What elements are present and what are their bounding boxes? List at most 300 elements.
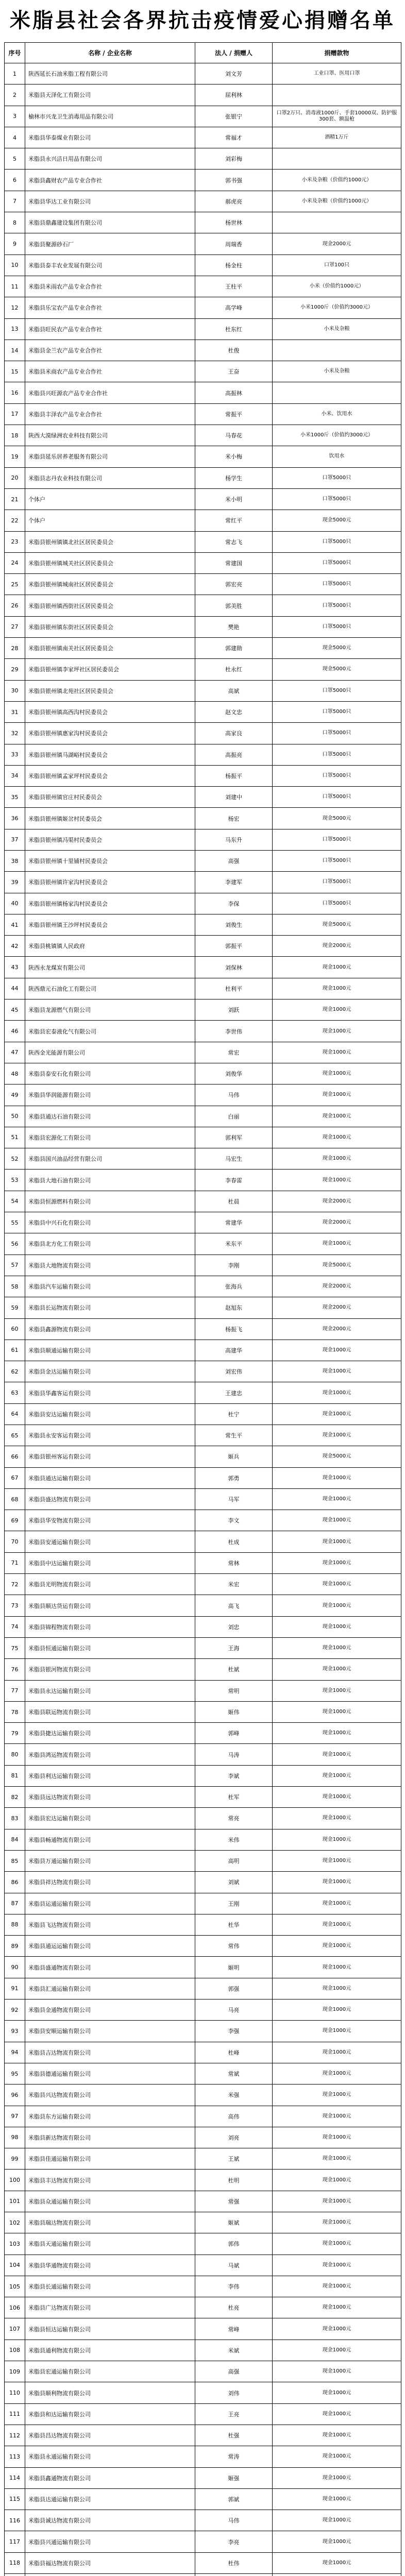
row-content: 口罩5000只	[273, 488, 401, 510]
row-content: 现金1000元	[273, 2042, 401, 2063]
table-row	[5, 2170, 401, 2191]
row-name: 米脂县华达工业有限公司	[25, 191, 195, 212]
table-row	[5, 2297, 401, 2318]
row-number: 56	[5, 1233, 25, 1255]
row-number: 42	[5, 936, 25, 957]
table-row	[5, 1957, 401, 1978]
row-number: 48	[5, 1063, 25, 1084]
row-person: 刘俊生	[195, 914, 273, 935]
row-name: 米脂县鼎鑫建设集团有限公司	[25, 212, 195, 233]
row-number: 39	[5, 872, 25, 893]
row-name: 米脂县银州镇城南社区居民委员会	[25, 574, 195, 595]
table-row	[5, 1361, 401, 1382]
row-name: 米脂县盛通物流有限公司	[25, 1957, 195, 1978]
row-content: 现金5000元	[273, 1446, 401, 1467]
row-content: 口罩5000只	[273, 680, 401, 701]
row-content: 现金1000元	[273, 2552, 401, 2573]
row-person: 杨宏	[195, 808, 273, 829]
row-number: 68	[5, 1488, 25, 1510]
row-content: 口罩5000只	[273, 787, 401, 808]
row-person: 高强	[195, 2361, 273, 2382]
table-row	[5, 212, 401, 233]
table-row	[5, 638, 401, 659]
row-name: 米脂县安达运输有限公司	[25, 1403, 195, 1425]
row-person: 杨金柱	[195, 255, 273, 276]
table-row	[5, 1808, 401, 1829]
row-person: 米宏	[195, 1574, 273, 1595]
row-number: 85	[5, 1850, 25, 1871]
row-content: 口罩5000只	[273, 552, 401, 573]
row-content	[273, 382, 401, 403]
row-name: 米脂县银州镇城关社区居民委员会	[25, 552, 195, 573]
row-number: 92	[5, 1999, 25, 2021]
row-name: 米脂县长运物流有限公司	[25, 1297, 195, 1318]
table-row	[5, 340, 401, 361]
row-content: 现金2000元	[273, 1212, 401, 1233]
row-name: 米脂县银州镇官庄村民委员会	[25, 787, 195, 808]
row-content: 酒精1万斤	[273, 127, 401, 148]
row-content: 现金1000元	[273, 1914, 401, 1935]
row-person: 常峰	[195, 2318, 273, 2340]
row-person: 杜亮	[195, 2297, 273, 2318]
row-content: 小米（价值约1000元）	[273, 276, 401, 297]
row-number: 110	[5, 2382, 25, 2403]
table-row	[5, 1552, 401, 1573]
row-name: 米脂县银州镇王沙坪村民委员会	[25, 914, 195, 935]
row-name: 米脂县运通运输有限公司	[25, 1893, 195, 1914]
row-person: 郭强	[195, 1978, 273, 1999]
row-content: 现金1000元	[273, 1574, 401, 1595]
row-person: 郭建勋	[195, 638, 273, 659]
row-content: 现金2000元	[273, 1191, 401, 1212]
row-content: 口罩5000只	[273, 765, 401, 786]
row-content: 现金2000元	[273, 233, 401, 255]
table-row	[5, 2382, 401, 2403]
row-content: 现金1000元	[273, 2191, 401, 2212]
row-content: 现金1000元	[273, 2425, 401, 2446]
row-number: 13	[5, 318, 25, 340]
row-name: 米脂县米雨农产品专业合作社	[25, 276, 195, 297]
row-content: 现金1000元	[273, 2276, 401, 2297]
row-name: 米脂县远达物流有限公司	[25, 1787, 195, 1808]
table-row	[5, 467, 401, 488]
row-person: 米小梅	[195, 446, 273, 467]
row-number: 101	[5, 2191, 25, 2212]
row-content: 现金1000元	[273, 1893, 401, 1914]
row-name: 陕西大漠绿洲农业科技有限公司	[25, 425, 195, 446]
table-row	[5, 1382, 401, 1403]
row-content: 现金1000元	[273, 1957, 401, 1978]
row-number: 112	[5, 2425, 25, 2446]
table-row	[5, 850, 401, 871]
row-content: 现金1000元	[273, 2531, 401, 2552]
row-number: 50	[5, 1106, 25, 1127]
row-content: 现金1000元	[273, 1936, 401, 1957]
row-number: 82	[5, 1787, 25, 1808]
table-row	[5, 1446, 401, 1467]
row-person: 马宏生	[195, 1148, 273, 1170]
row-number: 21	[5, 488, 25, 510]
row-name: 米脂县畅通物流有限公司	[25, 1829, 195, 1850]
row-name: 米脂县宏通运输有限公司	[25, 2361, 195, 2382]
row-person: 高伟	[195, 2106, 273, 2127]
page-title: 米脂县社会各界抗击疫情爱心捐赠名单	[10, 9, 395, 32]
row-number: 94	[5, 2042, 25, 2063]
row-name: 米脂县金通物流有限公司	[25, 1999, 195, 2021]
row-name: 米脂县吉达物流有限公司	[25, 2042, 195, 2063]
row-name: 米脂县延乐居养老服务有限公司	[25, 446, 195, 467]
row-person: 樊艳	[195, 616, 273, 637]
row-name: 米脂县万通运输有限公司	[25, 1850, 195, 1871]
row-person: 郭书强	[195, 170, 273, 191]
table-row	[5, 276, 401, 297]
row-name: 米脂县通达运输有限公司	[25, 1467, 195, 1488]
row-number: 19	[5, 446, 25, 467]
table-row	[5, 1425, 401, 1446]
table-row	[5, 488, 401, 510]
row-content: 现金1000元	[273, 1510, 401, 1531]
row-number: 32	[5, 723, 25, 744]
row-person: 常林	[195, 1552, 273, 1573]
row-number: 76	[5, 1659, 25, 1680]
row-name: 米脂县银州镇西街社区居民委员会	[25, 595, 195, 616]
row-content: 现金1000元	[273, 2361, 401, 2382]
table-row	[5, 1723, 401, 1744]
row-person: 杜成	[195, 1531, 273, 1552]
row-content: 现金5000元	[273, 808, 401, 829]
table-row	[5, 2127, 401, 2148]
row-content: 现金1000元	[273, 2446, 401, 2467]
table-row	[5, 2340, 401, 2361]
row-content: 口罩5000只	[273, 574, 401, 595]
row-name: 米脂县通达石油有限公司	[25, 1106, 195, 1127]
row-content: 现金1000元	[273, 1063, 401, 1084]
row-number: 6	[5, 170, 25, 191]
header-content: 捐赠款物	[273, 43, 401, 63]
row-name: 米脂县广达物流有限公司	[25, 2297, 195, 2318]
row-name: 米脂县华润能源有限公司	[25, 1084, 195, 1106]
table-row	[5, 1787, 401, 1808]
table-row	[5, 2425, 401, 2446]
table-row	[5, 2106, 401, 2127]
row-name: 米脂县鑫通物流有限公司	[25, 2467, 195, 2488]
row-person: 马涛	[195, 1744, 273, 1765]
table-row	[5, 999, 401, 1021]
table-row	[5, 2574, 401, 2576]
row-person: 郭峰	[195, 1723, 273, 1744]
row-person: 杜俊	[195, 340, 273, 361]
row-name: 米脂县天泽化工有限公司	[25, 84, 195, 106]
row-person: 李文	[195, 1510, 273, 1531]
row-content: 现金1000元	[273, 1233, 401, 1255]
row-person: 马伟	[195, 2510, 273, 2531]
row-content: 现金1000元	[273, 1808, 401, 1829]
row-content: 现金1000元	[273, 2084, 401, 2106]
row-content: 小米及杂粮（价值约1000元）	[273, 191, 401, 212]
table-row	[5, 595, 401, 616]
row-number: 25	[5, 574, 25, 595]
row-person: 杨振飞	[195, 1318, 273, 1340]
table-row	[5, 318, 401, 340]
row-content: 现金1000元	[273, 1382, 401, 1403]
row-number: 118	[5, 2552, 25, 2573]
table-row	[5, 106, 401, 127]
table-row	[5, 2233, 401, 2255]
row-person: 王亮	[195, 2403, 273, 2425]
row-number: 77	[5, 1680, 25, 1701]
row-number: 106	[5, 2297, 25, 2318]
row-person: 郝虎亮	[195, 191, 273, 212]
row-name: 米脂县光明物流有限公司	[25, 1574, 195, 1595]
row-number: 60	[5, 1318, 25, 1340]
row-content: 现金1000元	[273, 1829, 401, 1850]
row-number: 40	[5, 893, 25, 914]
table-row	[5, 403, 401, 425]
row-number: 95	[5, 2063, 25, 2084]
row-content: 现金1000元	[273, 2467, 401, 2488]
row-person: 王奋	[195, 361, 273, 382]
row-number: 61	[5, 1340, 25, 1361]
row-content: 现金1000元	[273, 1765, 401, 1786]
table-row	[5, 616, 401, 637]
row-number: 57	[5, 1255, 25, 1276]
row-number: 11	[5, 276, 25, 297]
row-person: 高飞	[195, 1595, 273, 1616]
table-row	[5, 1850, 401, 1871]
row-name: 米脂县银州镇李家坪社区居民委员会	[25, 659, 195, 680]
row-name: 米脂县安顺运输有限公司	[25, 2021, 195, 2042]
row-number: 47	[5, 1042, 25, 1063]
row-number: 75	[5, 1637, 25, 1658]
row-name: 米脂县瑞达物流有限公司	[25, 2212, 195, 2233]
row-name: 米脂县福达物流有限公司	[25, 2552, 195, 2573]
row-content: 现金1000元	[273, 1723, 401, 1744]
row-person: 马军	[195, 1488, 273, 1510]
row-content: 现金1000元	[273, 1872, 401, 1893]
donation-table	[4, 42, 401, 2576]
row-number: 7	[5, 191, 25, 212]
row-content: 现金1000元	[273, 1531, 401, 1552]
row-number: 83	[5, 1808, 25, 1829]
row-name: 米脂县志丹农业科技有限公司	[25, 467, 195, 488]
row-person: 杨学生	[195, 467, 273, 488]
row-name: 米脂县新达物流有限公司	[25, 2127, 195, 2148]
row-content: 工业口罩、医用口罩	[273, 63, 401, 84]
row-number: 108	[5, 2340, 25, 2361]
row-name: 米脂县利达运输有限公司	[25, 1765, 195, 1786]
row-content	[273, 2574, 401, 2576]
table-row	[5, 893, 401, 914]
row-person: 高明	[195, 1850, 273, 1871]
row-person: 米小明	[195, 488, 273, 510]
row-name: 米脂县鑫源物流有限公司	[25, 1318, 195, 1340]
row-number: 115	[5, 2488, 25, 2510]
row-number: 84	[5, 1829, 25, 1850]
row-name: 米脂县银州镇东街社区居民委员会	[25, 616, 195, 637]
row-number: 2	[5, 84, 25, 106]
row-name: 米脂县银州镇马湖峪村民委员会	[25, 744, 195, 765]
row-content: 小米1000斤（价值约3000元）	[273, 425, 401, 446]
row-person: 杜强	[195, 2425, 273, 2446]
row-content: 口罩2万只、消毒液1000斤、手套10000双、防护服300套、额温枪	[273, 106, 401, 127]
row-name: 米脂县旺民农产品专业合作社	[25, 318, 195, 340]
row-person: 马春花	[195, 425, 273, 446]
row-name: 米脂县宏源化工有限公司	[25, 1127, 195, 1148]
row-number: 59	[5, 1297, 25, 1318]
row-content: 现金1000元	[273, 1701, 401, 1722]
row-number: 27	[5, 616, 25, 637]
table-row	[5, 978, 401, 999]
row-name: 陕西延长石油米脂工程有限公司	[25, 63, 195, 84]
row-content: 现金1000元	[273, 1616, 401, 1637]
table-row	[5, 2084, 401, 2106]
row-number: 30	[5, 680, 25, 701]
row-person: 李伟	[195, 2276, 273, 2297]
table-row	[5, 1021, 401, 1042]
table-row	[5, 2552, 401, 2573]
row-person: 李世伟	[195, 1021, 273, 1042]
table-row	[5, 701, 401, 722]
row-number: 24	[5, 552, 25, 573]
row-person: 常建华	[195, 1212, 273, 1233]
row-content: 现金1000元	[273, 999, 401, 1021]
row-content: 现金1000元	[273, 2510, 401, 2531]
row-name: 米脂县银州客运有限公司	[25, 1446, 195, 1467]
table-row	[5, 1744, 401, 1765]
row-number: 72	[5, 1574, 25, 1595]
row-number: 35	[5, 787, 25, 808]
row-content: 现金1000元	[273, 1467, 401, 1488]
row-name: 米脂县众通运输有限公司	[25, 2191, 195, 2212]
row-content: 现金1000元	[273, 2212, 401, 2233]
table-row	[5, 191, 401, 212]
row-name: 米脂县祥达物流有限公司	[25, 1872, 195, 1893]
row-content: 现金1000元	[273, 978, 401, 999]
row-number: 8	[5, 212, 25, 233]
table-row	[5, 1488, 401, 1510]
row-content: 口罩5000只	[273, 616, 401, 637]
table-row	[5, 510, 401, 531]
row-number: 20	[5, 467, 25, 488]
row-name: 米脂县宏泰液化气有限公司	[25, 1021, 195, 1042]
row-number: 105	[5, 2276, 25, 2297]
table-row	[5, 1574, 401, 1595]
row-person: 高振亮	[195, 744, 273, 765]
row-person: 姬强	[195, 2467, 273, 2488]
row-content: 现金1000元	[273, 1148, 401, 1170]
row-number: 64	[5, 1403, 25, 1425]
row-content: 口罩5000只	[273, 829, 401, 850]
row-content: 现金5000元	[273, 638, 401, 659]
row-person: 高建华	[195, 1340, 273, 1361]
row-number: 100	[5, 2170, 25, 2191]
row-person: 王柱平	[195, 276, 273, 297]
row-person: 常涛	[195, 2446, 273, 2467]
row-number: 53	[5, 1170, 25, 1191]
row-person: 杜东红	[195, 318, 273, 340]
row-number: 17	[5, 403, 25, 425]
row-number: 3	[5, 106, 25, 127]
table-row	[5, 2276, 401, 2297]
table-row	[5, 1063, 401, 1084]
row-number: 1	[5, 63, 25, 84]
row-person: 王刚	[195, 1893, 273, 1914]
row-content: 现金1000元	[273, 2148, 401, 2170]
row-person: 郭美胜	[195, 595, 273, 616]
row-name: 米脂县聚源砂石厂	[25, 233, 195, 255]
row-content: 现金1000元	[273, 2382, 401, 2403]
row-name: 米脂县鑫财农产品专业合作社	[25, 170, 195, 191]
row-content: 现金1000元	[273, 1340, 401, 1361]
row-content: 现金1000元	[273, 2297, 401, 2318]
row-name: 米脂县顺通运输有限公司	[25, 1340, 195, 1361]
row-name: 米脂县银州镇南关社区居民委员会	[25, 638, 195, 659]
row-name: 米脂县宏达运输有限公司	[25, 1808, 195, 1829]
table-row	[5, 1297, 401, 1318]
row-number: 111	[5, 2403, 25, 2425]
row-content	[273, 84, 401, 106]
row-name: 米脂县兴旺源农产品专业合作社	[25, 382, 195, 403]
row-content: 现金1000元	[273, 2127, 401, 2148]
row-person: 白丽	[195, 1106, 273, 1127]
row-person: 姬伟	[195, 1701, 273, 1722]
row-person: 郭宏亮	[195, 574, 273, 595]
table-row	[5, 1659, 401, 1680]
table-row	[5, 1042, 401, 1063]
row-name: 米脂县联运物流有限公司	[25, 1701, 195, 1722]
row-person: 马斌	[195, 2255, 273, 2276]
row-person: 张银宁	[195, 106, 273, 127]
row-person: 刘忠	[195, 1616, 273, 1637]
table-row	[5, 1829, 401, 1850]
table-row	[5, 361, 401, 382]
row-content: 现金2000元	[273, 936, 401, 957]
row-content: 现金1000元	[273, 2488, 401, 2510]
row-name: 米脂县桃镇镇人民政府	[25, 936, 195, 957]
table-body	[5, 63, 401, 2576]
row-name: 米脂县和达运输有限公司	[25, 2403, 195, 2425]
table-row	[5, 531, 401, 552]
row-content: 口罩5000只	[273, 893, 401, 914]
table-row	[5, 574, 401, 595]
row-content: 口罩5000只	[273, 723, 401, 744]
row-person: 米强	[195, 2084, 273, 2106]
row-person: 赵旭东	[195, 1297, 273, 1318]
table-row	[5, 1255, 401, 1276]
row-name: 米脂县安通运输有限公司	[25, 1531, 195, 1552]
row-number: 102	[5, 2212, 25, 2233]
row-person: 高强	[195, 850, 273, 871]
row-content: 饮用水	[273, 446, 401, 467]
table-row	[5, 1212, 401, 1233]
row-number: 96	[5, 2084, 25, 2106]
row-person: 高斌	[195, 680, 273, 701]
header-name: 名称 / 企业名称	[25, 43, 195, 63]
row-person: 周瑞香	[195, 233, 273, 255]
row-content: 现金1000元	[273, 1850, 401, 1871]
table-row	[5, 2212, 401, 2233]
row-person: 刘建中	[195, 787, 273, 808]
row-content: 现金1000元	[273, 1488, 401, 1510]
row-number: 4	[5, 127, 25, 148]
row-content: 口罩5000只	[273, 595, 401, 616]
header-row	[5, 43, 401, 63]
row-person: 赵文忠	[195, 701, 273, 722]
row-number: 86	[5, 1872, 25, 1893]
table-row	[5, 2510, 401, 2531]
row-name: 米脂县天通运输有限公司	[25, 2233, 195, 2255]
row-number: 37	[5, 829, 25, 850]
